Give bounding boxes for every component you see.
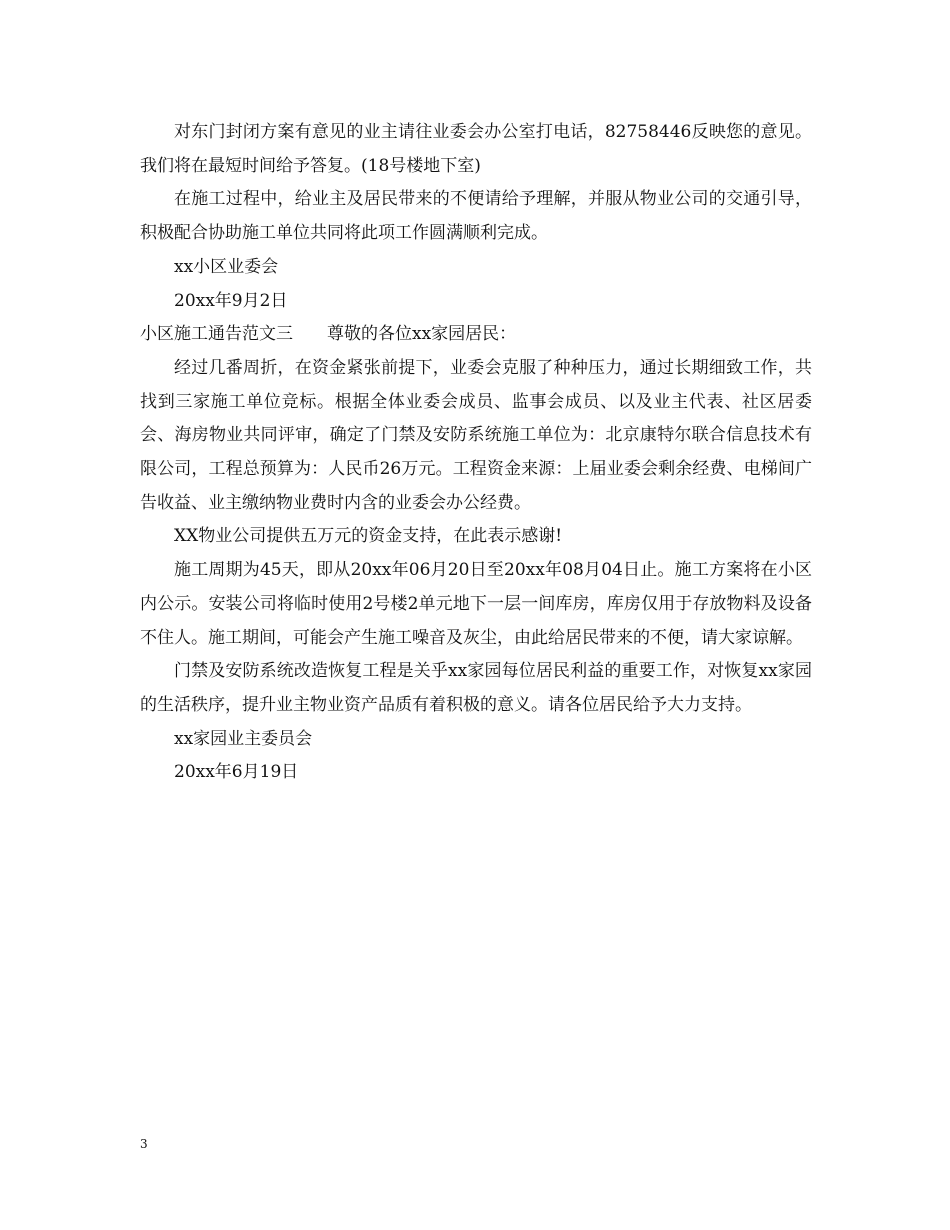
section-heading	[140, 318, 812, 352]
paragraph-construction-cooperation: 在施工过程中，给业主及居民带来的不便请给予理解，并服从物业公司的交通引导，积极配合协助施工单位共同将此项工作圆满顺利完成。	[140, 189, 812, 244]
salutation: 尊敬的各位xx家园居民：	[327, 324, 517, 345]
paragraph-schedule: 施工周期为45天，即从20xx年06月20日至20xx年08月04日止。施工方案将在小区内公示。安装公司将临时使用2号楼2单元地下一层一间库房，库房仅用于存放物料及设备不住人。施工期间，可能会产生施工噪音及灰尘，由此给居民带来的不便，请大家谅解。	[140, 560, 812, 648]
document-body	[140, 116, 812, 790]
signature-org-1: xx小区业委会	[174, 256, 279, 277]
heading-gap	[293, 324, 327, 344]
signature-date-1: 20xx年9月2日	[174, 290, 288, 311]
signature-date-2: 20xx年6月19日	[174, 762, 299, 783]
paragraph-funding-thanks: XX物业公司提供五万元的资金支持，在此表示感谢!	[174, 526, 563, 547]
paragraph-importance: 门禁及安防系统改造恢复工程是关乎xx家园每位居民利益的重要工作，对恢复xx家园的生活秩序，提升业主物业资产品质有着积极的意义。请各位居民给予大力支持。	[140, 661, 812, 715]
paragraph-east-gate-feedback: 对东门封闭方案有意见的业主请往业委会办公室打电话，82758446反映您的意见。我们将在最短时间给予答复。(18号楼地下室)	[140, 122, 812, 176]
section-title: 小区施工通告范文三	[140, 324, 293, 345]
paragraph-bidding-budget: 经过几番周折，在资金紧张前提下，业委会克服了种种压力，通过长期细致工作，共找到三家施工单位竞标。根据全体业委会成员、监事会成员、以及业主代表、社区居委会、海房物业共同评审，确定了门禁及安防系统施工单位为：北京康特尔联合信息技术有限公司，工程总预算为：人民币26万元。工程资金来源：上届业委会剩余经费、电梯间广告收益、业主缴纳物业费时内含的业委会办公经费。	[140, 357, 812, 513]
page-number: 3	[140, 1137, 148, 1151]
signature-org-2: xx家园业主委员会	[174, 728, 313, 749]
